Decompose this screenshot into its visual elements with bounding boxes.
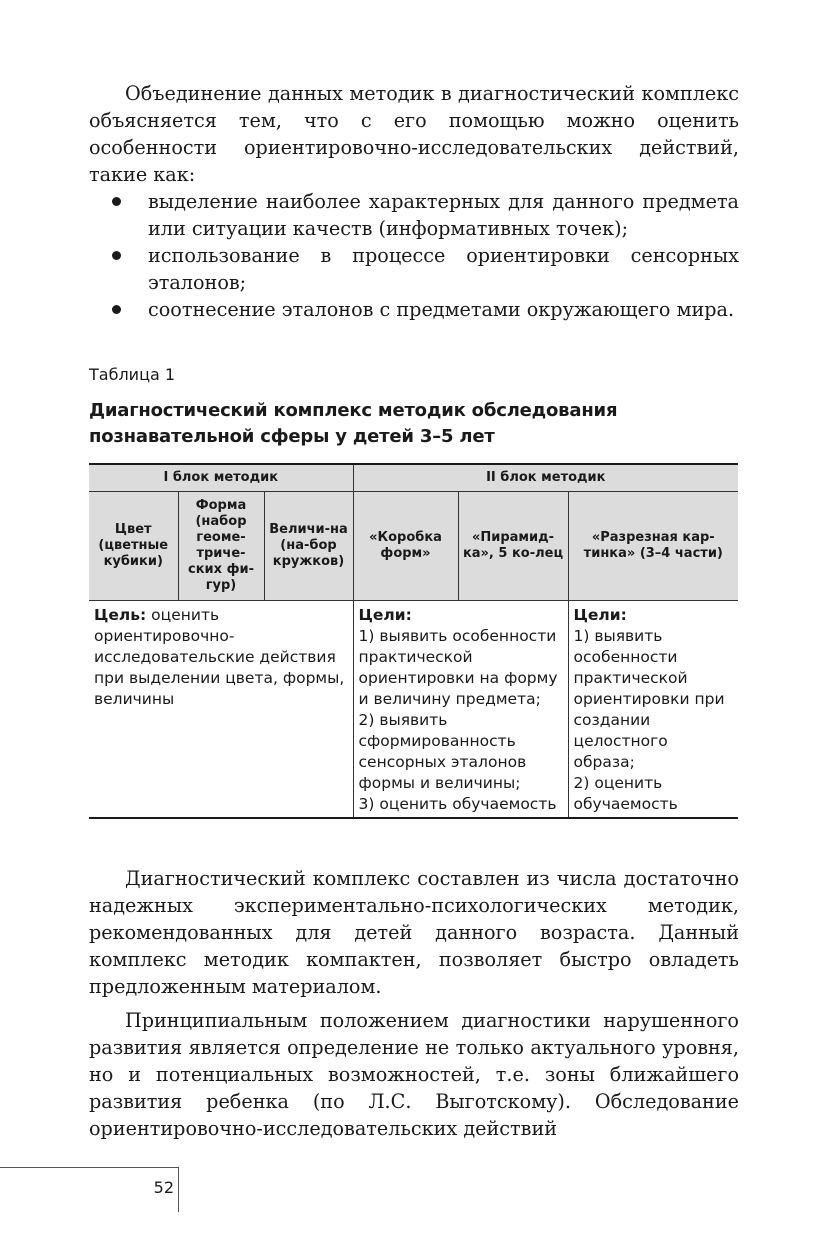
bullet-icon: [112, 305, 121, 314]
goal-cell-block2a: [353, 601, 568, 819]
goal-label: Цели:: [573, 606, 627, 624]
column-header: Цвет (цветные кубики): [89, 492, 178, 601]
goal-cell-block1: [89, 601, 353, 819]
closing-paragraph-1: Диагностический комплекс составлен из числа достаточно надежных экспериментально-психологических методик, рекомендованных для детей данного возраста. Данный комплекс методик компактен, позволяет быстро овладеть предложенным материалом.: [89, 867, 739, 998]
block1-header: I блок методик: [89, 464, 353, 492]
column-header: «Коробка форм»: [353, 492, 458, 601]
closing-section: [89, 865, 739, 1142]
table-label: Таблица 1: [89, 365, 176, 384]
list-item-text: выделение наиболее характерных для данного предмета или ситуации качеств (информативных точек);: [148, 190, 739, 240]
intro-section: [89, 80, 739, 323]
list-item-text: соотнесение эталонов с предметами окружающего мира.: [148, 298, 735, 321]
column-header: Величи-на (на-бор кружков): [264, 492, 353, 601]
page-number-rule: [0, 1167, 178, 1168]
goal-label: Цель:: [94, 606, 147, 624]
goal-label: Цели:: [358, 606, 412, 624]
list-item: [112, 296, 739, 323]
page-number: 52: [153, 1178, 174, 1197]
table-title: Диагностический комплекс методик обследования познавательной сферы у детей 3–5 лет: [89, 400, 618, 447]
table-subheader-row: [89, 492, 738, 601]
goal-text: 1) выявить особенности практической ориентировки на форму и величину предмета; 2) выявить сформированность сенсорных эталонов формы и величины; 3) оценить обучаемость: [358, 627, 558, 813]
list-item: [112, 242, 739, 296]
intro-paragraph: Объединение данных методик в диагностический комплекс объясняется тем, что с его помощью можно оценить особенности ориентировочно-исследовательских действий, такие как:: [89, 82, 739, 186]
column-header: Форма (набор геоме-триче-ских фи-гур): [178, 492, 264, 601]
page-number-divider: [178, 1167, 179, 1212]
bullet-icon: [112, 197, 121, 206]
closing-paragraph-2: Принципиальным положением диагностики нарушенного развития является определение не только актуального уровня, но и потенциальных возможностей, т.е. зоны ближайшего развития ребенка (по Л.С. Выготскому). Обследование ориентировочно-исследовательских действий: [89, 1009, 739, 1140]
goal-text: 1) выявить особенности практической ориентировки при создании целостного образа; 2) оценить обучаемость: [573, 627, 725, 813]
list-item-text: использование в процессе ориентировки сенсорных эталонов;: [148, 244, 739, 294]
goal-cell-block2b: [568, 601, 738, 819]
column-header: «Разрезная кар-тинка» (3–4 части): [568, 492, 738, 601]
bullet-list: [89, 188, 739, 323]
list-item: [112, 188, 739, 242]
block2-header: II блок методик: [353, 464, 738, 492]
goal-text: оценить ориентировочно-исследовательские действия при выделении цвета, формы, величины: [94, 606, 345, 708]
methods-table: [89, 463, 738, 819]
column-header: «Пирамид-ка», 5 ко-лец: [458, 492, 568, 601]
table-header-row: [89, 464, 738, 492]
bullet-icon: [112, 251, 121, 260]
table-row: [89, 601, 738, 819]
